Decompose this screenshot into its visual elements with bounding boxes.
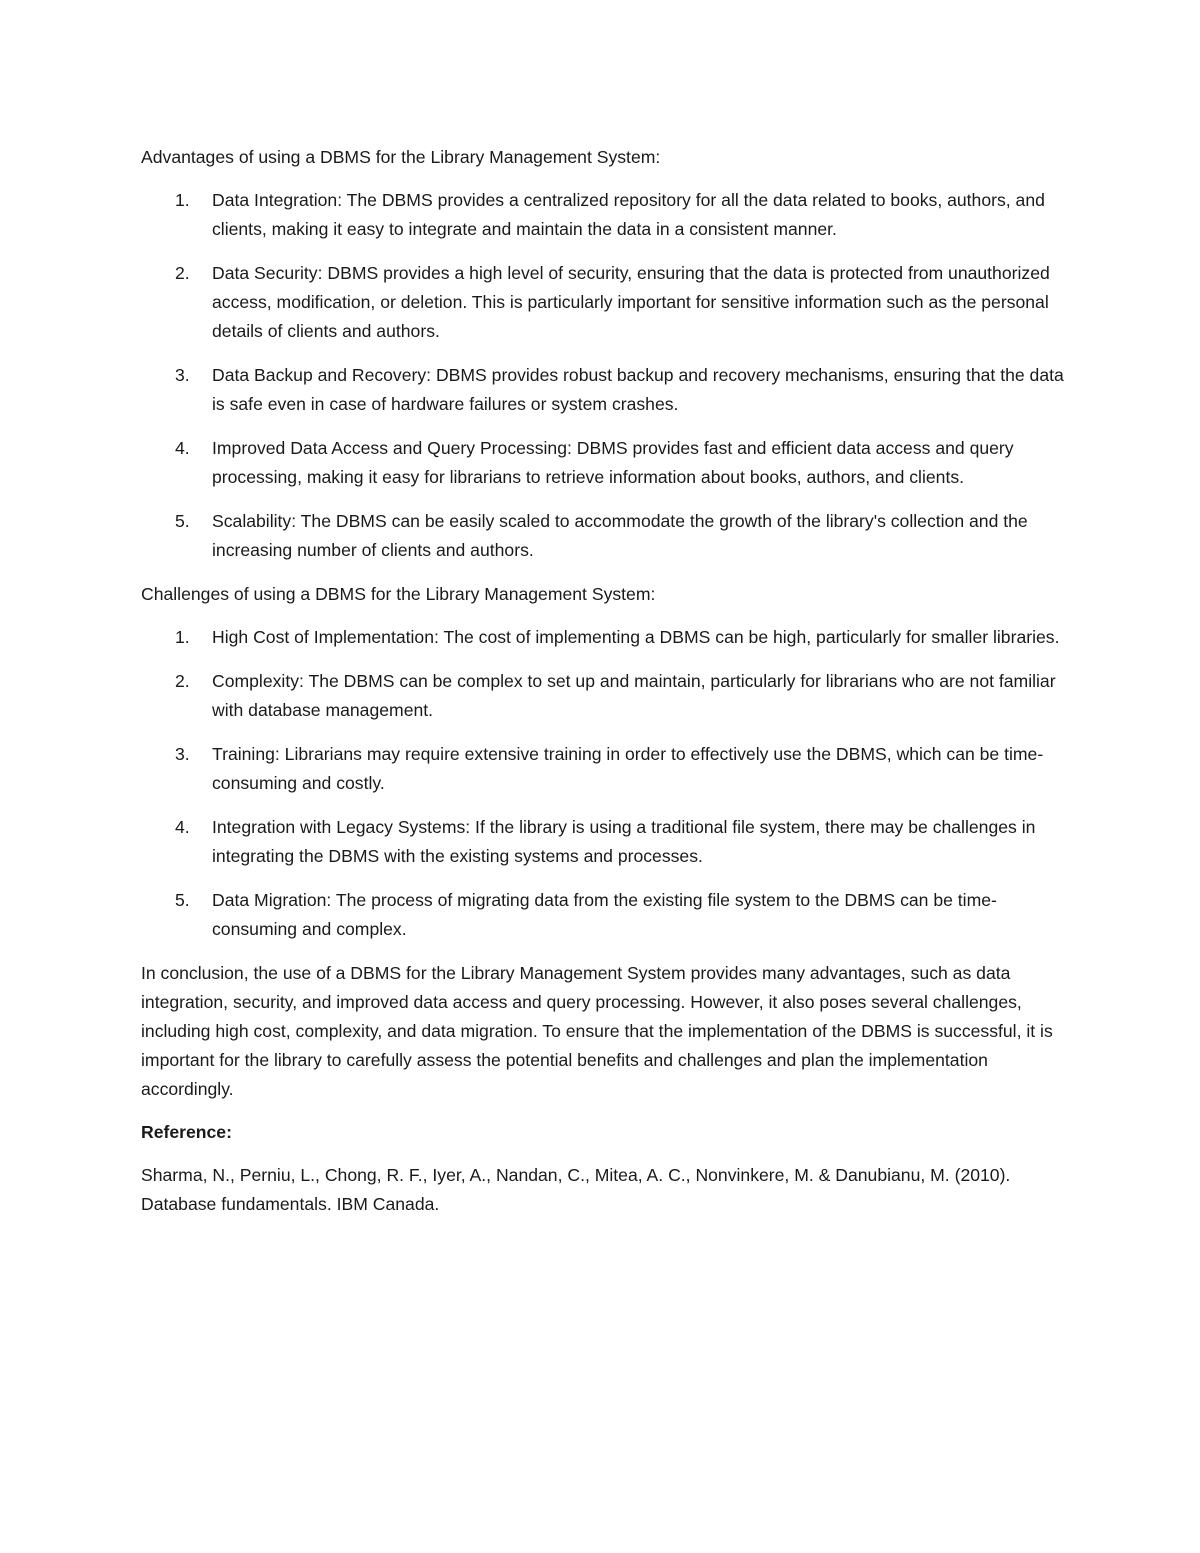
list-item-text: High Cost of Implementation: The cost of implementing a DBMS can be high, particularly for smaller libraries.: [212, 627, 1060, 647]
list-item: [141, 740, 1071, 798]
list-item-number: 5.: [175, 511, 190, 531]
list-item-text: Integration with Legacy Systems: If the library is using a traditional file system, there may be challenges in integrating the DBMS with the existing systems and processes.: [212, 817, 1036, 866]
list-item: [141, 507, 1071, 565]
advantages-list: [141, 186, 1071, 565]
document-page: [141, 143, 1071, 1233]
list-item-text: Data Backup and Recovery: DBMS provides robust backup and recovery mechanisms, ensuring that the data is safe even in case of hardware failures or system crashes.: [212, 365, 1064, 414]
list-item-text: Improved Data Access and Query Processing: DBMS provides fast and efficient data access and query processing, making it easy for librarians to retrieve information about books, authors, and clients.: [212, 438, 1014, 487]
list-item-text: Training: Librarians may require extensive training in order to effectively use the DBMS, which can be time-consuming and costly.: [212, 744, 1044, 793]
challenges-intro: Challenges of using a DBMS for the Library Management System:: [141, 584, 656, 604]
list-item-number: 3.: [175, 744, 190, 764]
list-item: [141, 813, 1071, 871]
list-item: [141, 361, 1071, 419]
challenges-list: [141, 623, 1071, 944]
list-item-text: Data Security: DBMS provides a high level of security, ensuring that the data is protected from unauthorized access, modification, or deletion. This is particularly important for sensitive information such as the personal details of clients and authors.: [212, 263, 1050, 341]
list-item: [141, 186, 1071, 244]
conclusion-paragraph: In conclusion, the use of a DBMS for the Library Management System provides many advantages, such as data integration, security, and improved data access and query processing. However, it also poses several challenges, including high cost, complexity, and data migration. To ensure that the implementation of the DBMS is successful, it is important for the library to carefully assess the potential benefits and challenges and plan the implementation accordingly.: [141, 963, 1053, 1099]
reference-heading: Reference:: [141, 1122, 232, 1142]
list-item-number: 1.: [175, 190, 190, 210]
list-item-text: Scalability: The DBMS can be easily scaled to accommodate the growth of the library's collection and the increasing number of clients and authors.: [212, 511, 1028, 560]
list-item-number: 1.: [175, 627, 190, 647]
advantages-intro: Advantages of using a DBMS for the Library Management System:: [141, 147, 661, 167]
list-item-number: 2.: [175, 263, 190, 283]
list-item-number: 3.: [175, 365, 190, 385]
list-item-text: Data Migration: The process of migrating data from the existing file system to the DBMS can be time-consuming and complex.: [212, 890, 997, 939]
list-item: [141, 259, 1071, 346]
reference-citation: Sharma, N., Perniu, L., Chong, R. F., Iyer, A., Nandan, C., Mitea, A. C., Nonvinkere, M. & Danubianu, M. (2010). Database fundamentals. IBM Canada.: [141, 1165, 1011, 1214]
list-item: [141, 667, 1071, 725]
list-item-text: Data Integration: The DBMS provides a centralized repository for all the data related to books, authors, and clients, making it easy to integrate and maintain the data in a consistent manner.: [212, 190, 1045, 239]
list-item-number: 4.: [175, 817, 190, 837]
list-item: [141, 623, 1071, 652]
list-item: [141, 886, 1071, 944]
list-item-text: Complexity: The DBMS can be complex to set up and maintain, particularly for librarians who are not familiar with database management.: [212, 671, 1056, 720]
list-item-number: 2.: [175, 671, 190, 691]
list-item: [141, 434, 1071, 492]
list-item-number: 4.: [175, 438, 190, 458]
list-item-number: 5.: [175, 890, 190, 910]
